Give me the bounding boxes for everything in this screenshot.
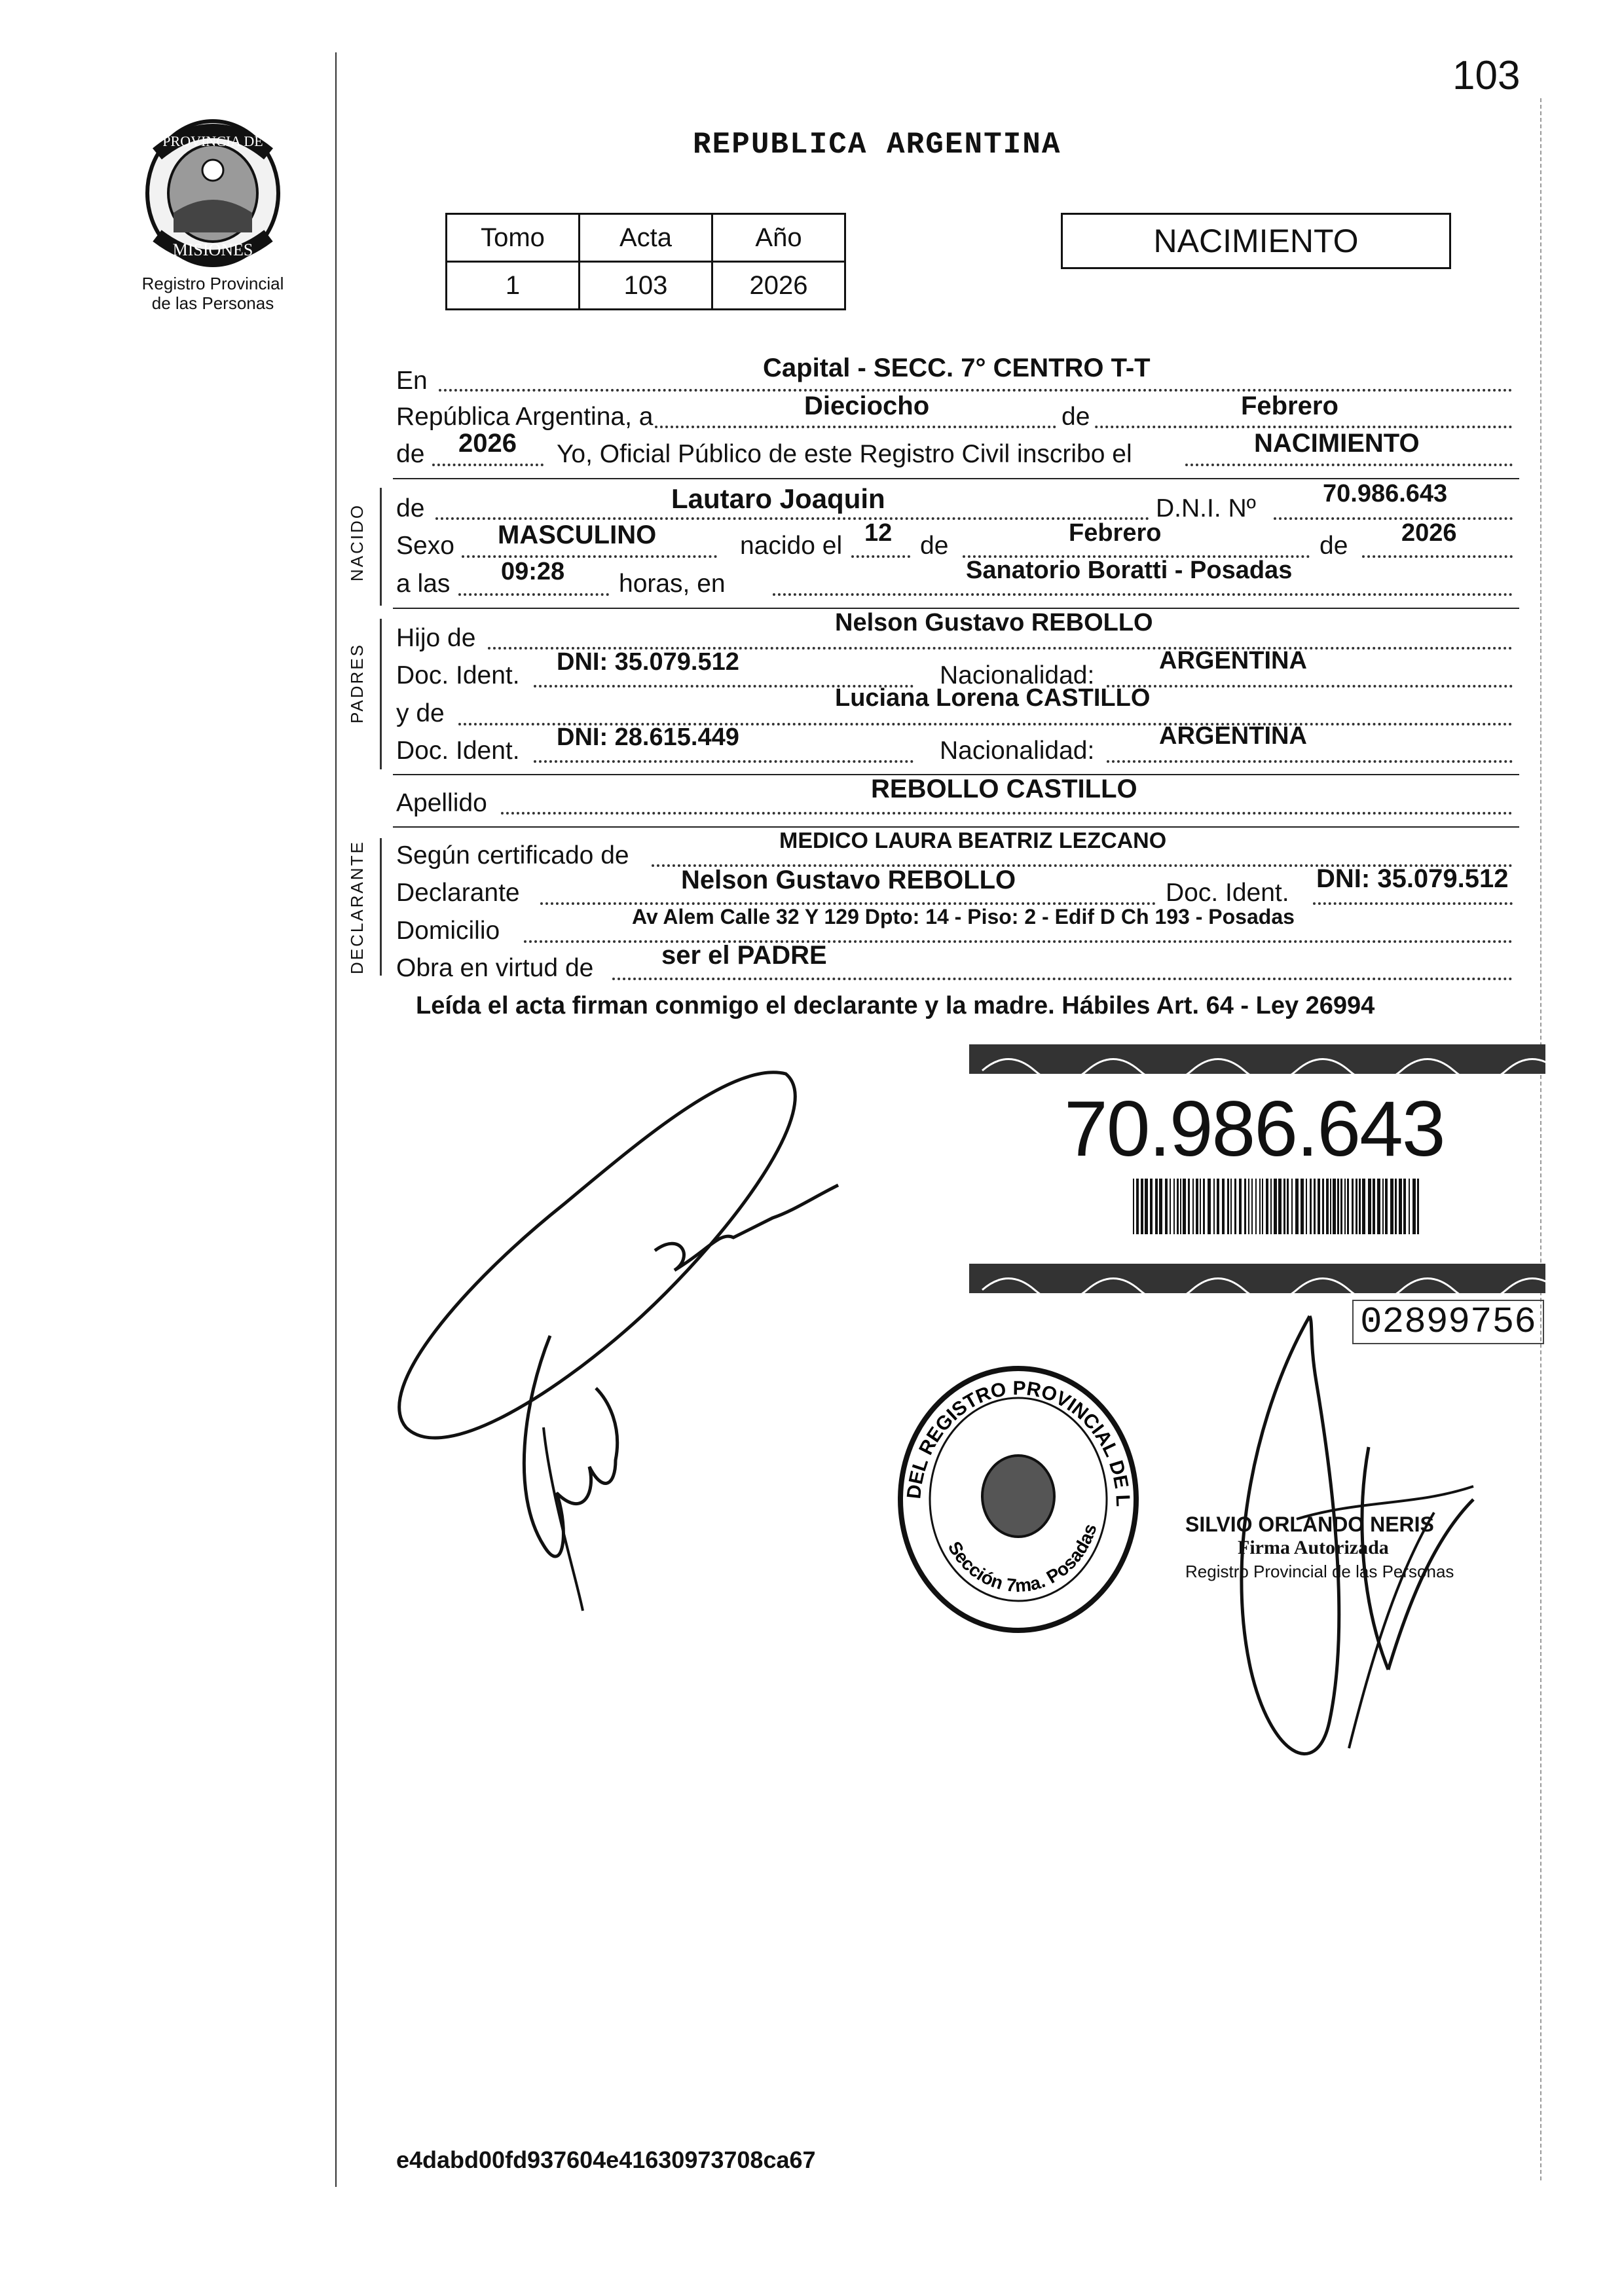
- value-tomo: 1: [447, 262, 580, 310]
- side-label-born: NACIDO: [347, 503, 367, 581]
- section-divider: [393, 826, 1519, 828]
- dots: [501, 812, 1513, 815]
- declarant-name-value: Nelson Gustavo REBOLLO: [681, 866, 1016, 894]
- father-name-value: Nelson Gustavo REBOLLO: [835, 609, 1153, 636]
- page-title: REPUBLICA ARGENTINA: [693, 128, 1061, 162]
- year-value: 2026: [458, 429, 517, 458]
- official-office: Registro Provincial de las Personas: [1185, 1562, 1454, 1581]
- mother-nationality-value: ARGENTINA: [1159, 722, 1307, 750]
- child-name-value: Lautaro Joaquin: [671, 483, 885, 514]
- nacido-label: nacido el: [740, 532, 843, 560]
- year-prefix-label: de: [396, 440, 425, 468]
- domicilio-label: Domicilio: [396, 917, 500, 945]
- page-number: 103: [1452, 53, 1521, 98]
- dots: [1313, 902, 1513, 905]
- month-value: Febrero: [1241, 392, 1338, 420]
- republica-label: República Argentina, a: [396, 403, 654, 431]
- horas-label: horas, en: [619, 570, 726, 598]
- dots: [773, 593, 1513, 596]
- en-label: En: [396, 367, 428, 395]
- birth-time-value: 09:28: [501, 558, 565, 585]
- logo-top-text: PROVINCIA DE: [162, 133, 263, 149]
- header-ano: Año: [712, 214, 845, 262]
- place-value: Capital - SECC. 7° CENTRO T-T: [763, 354, 1151, 382]
- declarant-doc-label: Doc. Ident.: [1166, 879, 1289, 907]
- address-value: Av Alem Calle 32 Y 129 Dpto: 14 - Piso: 2 - Edif D Ch 193 - Posadas: [632, 905, 1295, 928]
- dots: [1107, 685, 1513, 688]
- dots: [1107, 760, 1513, 763]
- inscription-type-value: NACIMIENTO: [1254, 429, 1420, 458]
- mother-dni-value: DNI: 28.615.449: [557, 724, 739, 751]
- coat-of-arms-icon: [138, 115, 288, 272]
- obra-label: Obra en virtud de: [396, 954, 594, 982]
- mother-name-value: Luciana Lorena CASTILLO: [835, 684, 1151, 712]
- seal-emblem-icon: [982, 1456, 1054, 1537]
- dni-label: D.N.I. Nº: [1156, 494, 1256, 523]
- dots: [1274, 517, 1513, 520]
- official-signature: [1198, 1303, 1513, 1801]
- padres-bracket: [380, 619, 382, 769]
- doc-ident-label-mother: Doc. Ident.: [396, 737, 520, 765]
- seal-ring-bottom: Sección 7ma. Posadas: [944, 1521, 1101, 1596]
- nacionalidad-label-mother: Nacionalidad:: [940, 737, 1095, 765]
- surname-value: REBOLLO CASTILLO: [871, 775, 1137, 803]
- dots: [1362, 555, 1513, 558]
- capacity-value: ser el PADRE: [661, 941, 827, 970]
- dots: [1185, 464, 1513, 466]
- apellido-label: Apellido: [396, 789, 487, 817]
- serial-number: 02899756: [1352, 1300, 1544, 1344]
- declarante-bracket: [380, 838, 382, 976]
- registry-caption-line1: Registro Provincial: [141, 274, 284, 293]
- registry-seal: [894, 1362, 1143, 1637]
- declarant-signature: [367, 1035, 891, 1624]
- segun-label: Según certificado de: [396, 841, 629, 870]
- dots: [439, 389, 1513, 392]
- declarant-dni-value: DNI: 35.079.512: [1316, 864, 1509, 893]
- barcode-icon: [1133, 1179, 1419, 1234]
- birth-day-value: 12: [864, 519, 893, 547]
- closing-text: Leída el acta firman conmigo el declarante y la madre. Hábiles Art. 64 - Ley 26994: [416, 992, 1375, 1019]
- hijo-label: Hijo de: [396, 624, 476, 652]
- dots: [851, 555, 910, 558]
- header-acta: Acta: [580, 214, 712, 262]
- de-label: de: [1058, 403, 1094, 431]
- official-role: Firma Autorizada: [1238, 1537, 1389, 1558]
- dots: [435, 517, 1149, 520]
- registry-caption-line2: de las Personas: [151, 293, 274, 313]
- document-hash: e4dabd00fd937604e41630973708ca67: [396, 2146, 816, 2173]
- dots: [612, 978, 1513, 980]
- registry-caption: [105, 274, 321, 313]
- sexo-label: Sexo: [396, 532, 454, 560]
- sex-value: MASCULINO: [498, 521, 657, 549]
- a-las-label: a las: [396, 570, 451, 598]
- yo-text: Yo, Oficial Público de este Registro Civil inscribo el: [557, 440, 1132, 468]
- seal-ring-top: DEL REGISTRO PROVINCIAL DE L: [903, 1377, 1134, 1507]
- day-words-value: Dieciocho: [804, 392, 930, 420]
- birth-month-value: Febrero: [1069, 519, 1162, 547]
- province-logo: [138, 115, 288, 272]
- father-dni-value: DNI: 35.079.512: [557, 648, 739, 676]
- de-label-3: de: [1320, 532, 1348, 560]
- value-acta: 103: [580, 262, 712, 310]
- y-de-label: y de: [396, 699, 445, 727]
- doc-ident-label-father: Doc. Ident.: [396, 661, 520, 689]
- record-table: [445, 213, 846, 310]
- de-label-child: de: [396, 494, 425, 523]
- declarante-label: Declarante: [396, 879, 520, 907]
- official-name: SILVIO ORLANDO NERIS: [1185, 1513, 1434, 1536]
- birth-year-value: 2026: [1401, 519, 1457, 547]
- nacido-bracket: [380, 488, 382, 606]
- dots: [462, 555, 717, 558]
- section-divider: [393, 478, 1519, 479]
- header-tomo: Tomo: [447, 214, 580, 262]
- record-type-box: NACIMIENTO: [1061, 213, 1451, 269]
- child-dni-value: 70.986.643: [1323, 480, 1448, 507]
- left-margin-line: [335, 52, 337, 2187]
- value-ano: 2026: [712, 262, 845, 310]
- certificate-value: MEDICO LAURA BEATRIZ LEZCANO: [779, 828, 1167, 853]
- birth-place-value: Sanatorio Boratti - Posadas: [966, 557, 1293, 584]
- de-label-2: de: [920, 532, 949, 560]
- logo-bottom-text: MISIONES: [172, 240, 253, 259]
- dots: [432, 464, 544, 466]
- father-nationality-value: ARGENTINA: [1159, 647, 1307, 674]
- side-label-declarant: DECLARANTE: [347, 840, 367, 974]
- nacionalidad-label-father: Nacionalidad:: [940, 661, 1095, 689]
- dots: [458, 593, 609, 596]
- sticker-number: 70.986.643: [1064, 1085, 1445, 1173]
- side-label-parents: PADRES: [347, 643, 367, 724]
- dots: [534, 760, 913, 763]
